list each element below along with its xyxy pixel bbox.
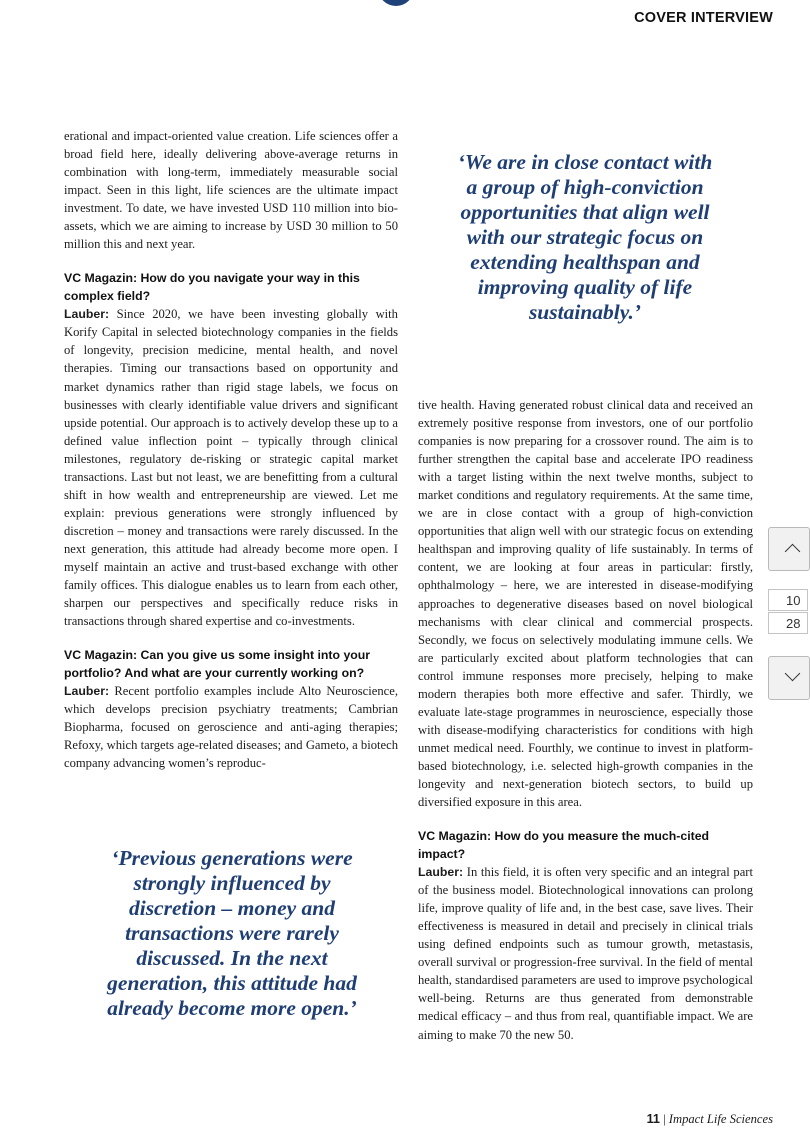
current-page-input[interactable]: 10 — [768, 589, 808, 611]
speaker-label: Lauber: — [418, 865, 464, 880]
interview-question: VC Magazin: How do you measure the much-cited impact? — [418, 829, 710, 862]
total-pages: 28 — [768, 612, 808, 634]
footer-separator: | — [663, 1112, 666, 1126]
answer-text: Since 2020, we have been investing globally with Korify Capital in selected biotechnology companies in the fields of longevity, precision medicine, mental health, and novel therapies. Timing our transactions based on opportunity and market dynamics rather than rigid stage labels, we focus on businesses with clearly identifiable value drivers and significant upside potential. Our approach is to actively develop these up to a defined value inflection point – typically through clinical milestones, regulatory de-risking or strategic capital market transactions. Last but not least, we are benefitting from a cultural shift in how wealth and entrepreneurship are viewed. Let me explain: previous generations were strongly influenced by discretion – money and transactions were rarely discussed. In the next generation, this attitude had already become more open. I myself maintain an active and trust-based exchange with other family offices. This dialogue enables us to learn from each other, sharpen our perspectives and specifically reduce risks in transactions through shared expertise and co-investments. — [64, 307, 398, 629]
right-column — [418, 396, 753, 1044]
answer-text: Recent portfolio examples include Alto Neuroscience, which develops precision psychiatry treatments; Cambrian Biopharma, focused on geroscience and anti-aging therapies; Refoxy, which targets age-related diseases; and Gameto, a biotech company advancing women’s reproduc- — [64, 684, 398, 771]
publication-name: Impact Life Sciences — [668, 1112, 773, 1126]
previous-page-button[interactable] — [768, 527, 810, 571]
chevron-up-icon — [785, 544, 801, 560]
chevron-down-icon — [785, 666, 801, 682]
answer-paragraph — [64, 682, 398, 772]
left-column — [64, 127, 398, 772]
answer-paragraph — [418, 863, 753, 1043]
answer-text: In this field, it is often very specific and an integral part of the business model. Biotechnological innovations can prolong life, improve quality of life and, in the best case, save lives. Their effectiveness is measured in detail and precisely in clinical trials using defined endpoints such as tumour growth, metastasis, overall survival or progression-free survival. In the field of mental health, standardised parameters are used to improve psychological well-being. Returns are thus generated from demonstrable medical efficacy – and thus from real, quantifiable impact. We are aiming to make 70 the new 50. — [418, 865, 753, 1042]
section-label: COVER INTERVIEW — [634, 10, 773, 26]
speaker-label: Lauber: — [64, 307, 110, 322]
pull-quote-bottom: ‘Previous generations were strongly influenced by discretion – money and transactions were rarely discussed. In the next generation, this attitude had already become more open.’ — [107, 846, 357, 1020]
page-footer — [647, 1112, 773, 1127]
speaker-label: Lauber: — [64, 684, 110, 699]
paragraph: erational and impact-oriented value creation. Life sciences offer a broad field here, ideally delivering above-average returns in combination with long-term, immediately measurable social impact. Seen in this light, life sciences are the ultimate impact investment. To date, we have invested USD 110 million into bio-assets, which we are aiming to increase by USD 30 million to 50 million this and next year. — [64, 129, 398, 252]
decorative-circle — [378, 0, 414, 6]
pull-quote-top: ‘We are in close contact with a group of high-conviction opportunities that align well with our strategic focus on extending healthspan and improving quality of life sustainably.’ — [457, 150, 713, 324]
next-page-button[interactable] — [768, 656, 810, 700]
interview-question: VC Magazin: How do you navigate your way in this complex field? — [64, 271, 360, 304]
paragraph: tive health. Having generated robust clinical data and received an extremely positive response from investors, one of our portfolio companies is now preparing for a crossover round. The aim is to further strengthen the capital base and accelerate IPO readiness with a target listing within the next twelve months, subject to market conditions and regulatory requirements. At the same time, we are in close contact with a group of high-conviction opportunities that align well with our strategic focus on extending healthspan and improving quality of life sustainably. In terms of content, we are looking at four areas in particular: firstly, ophthalmology – here, we are interested in disease-modifying approaches to degenerative diseases based on novel biological mechanisms with clear clinical and commercial prospects. Secondly, we focus on selectively modulating immune cells. We are particularly excited about platform technologies that can control immune responses more precisely, helping to make modern therapies both more effective and safer. Thirdly, we evaluate late-stage programmes in neuroscience, especially those with disease-modifying characteristics for conditions with high unmet medical need. Fourthly, we continue to invest in platform-based biotechnology, i.e. selected high-growth companies in the longevity and next-generation biotech sectors, to build up diversified exposure in this area. — [418, 398, 753, 810]
page-number: 11 — [646, 1112, 660, 1126]
answer-paragraph — [64, 305, 398, 630]
interview-question: VC Magazin: Can you give us some insight into your portfolio? And what are your currently working on? — [64, 648, 371, 681]
